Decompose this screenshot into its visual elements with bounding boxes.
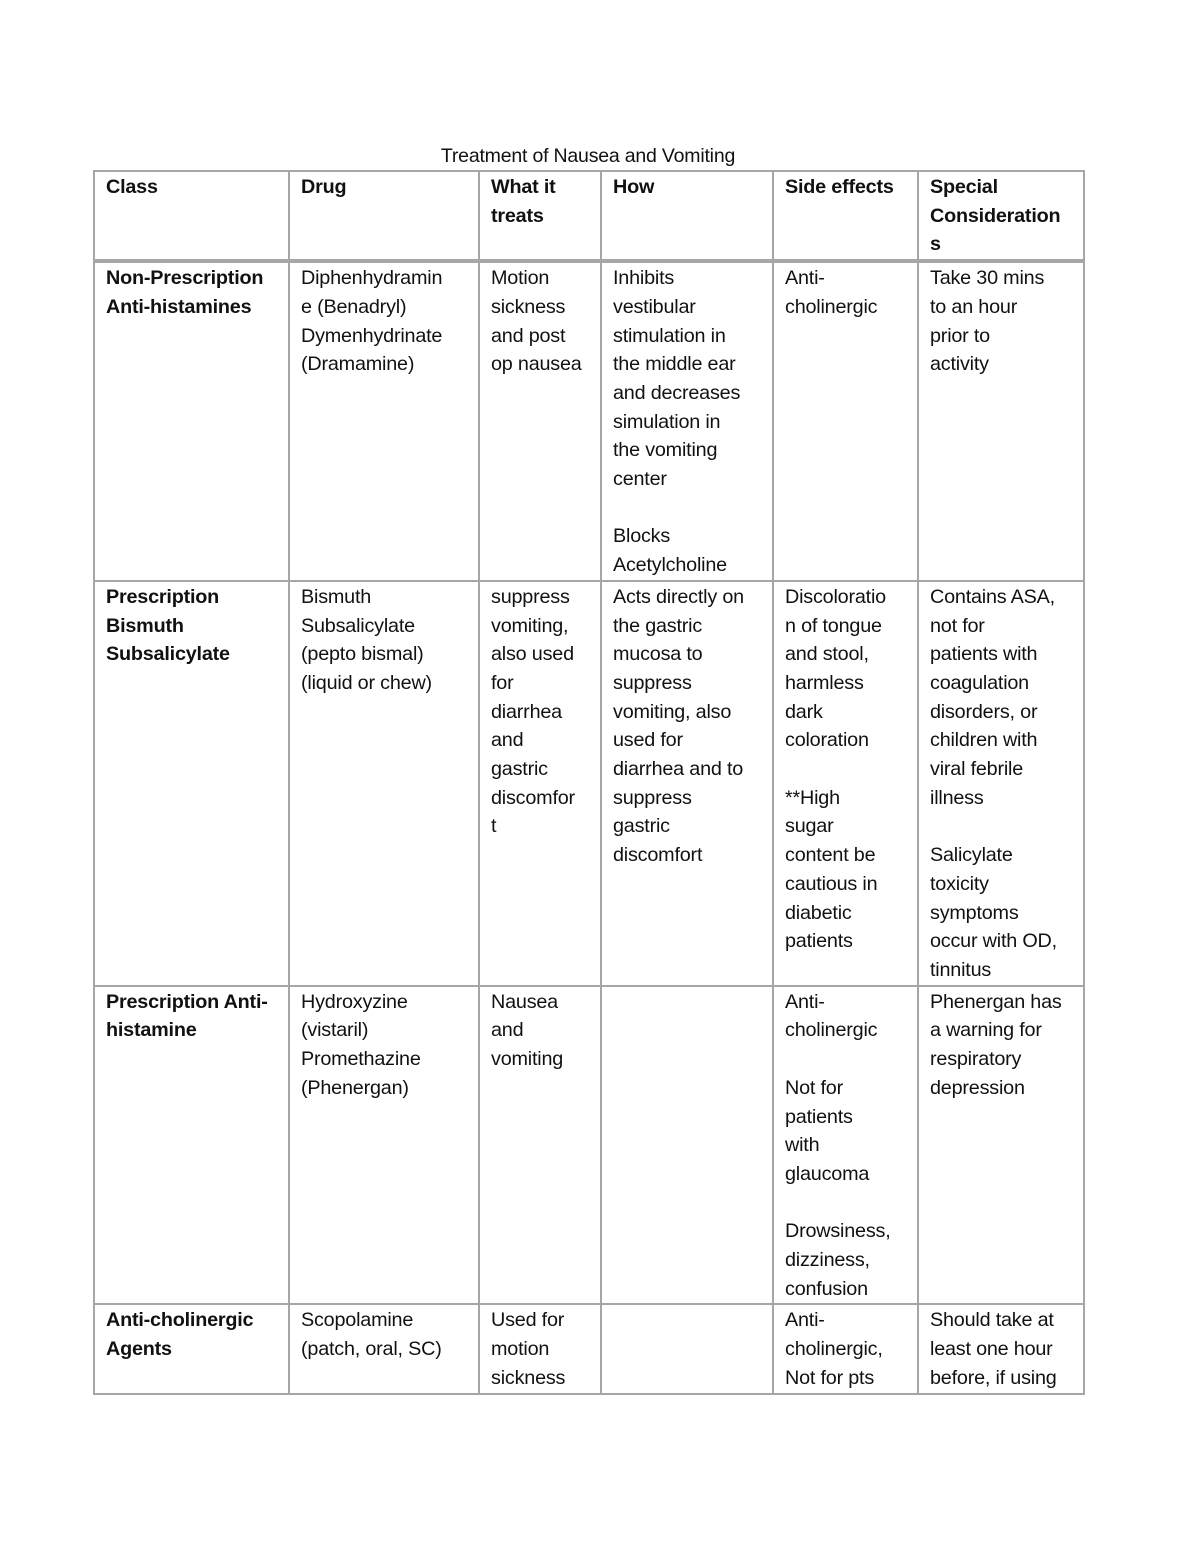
table-row [94, 986, 1084, 1305]
cell-side-effects: Anti- cholinergic [773, 261, 918, 581]
cell-special-considerations: Contains ASA, not for patients with coagulation disorders, or children with viral febrile illness Salicylate toxicity symptoms occur with OD, tinnitus [918, 581, 1084, 986]
cell-special-considerations: Should take at least one hour before, if using [918, 1304, 1084, 1393]
cell-special-considerations: Take 30 mins to an hour prior to activity [918, 261, 1084, 581]
cell-drug: Bismuth Subsalicylate (pepto bismal) (liquid or chew) [289, 581, 479, 986]
table-row [94, 261, 1084, 581]
header-class: Class [94, 171, 289, 261]
cell-class: Prescription Anti- histamine [94, 986, 289, 1305]
cell-what-it-treats: Motion sickness and post op nausea [479, 261, 601, 581]
cell-side-effects: Anti- cholinergic Not for patients with glaucoma Drowsiness, dizziness, confusion [773, 986, 918, 1305]
header-how: How [601, 171, 773, 261]
cell-what-it-treats: Nausea and vomiting [479, 986, 601, 1305]
header-drug: Drug [289, 171, 479, 261]
cell-how: Inhibits vestibular stimulation in the middle ear and decreases simulation in the vomiting center Blocks Acetylcholine [601, 261, 773, 581]
cell-how: Acts directly on the gastric mucosa to suppress vomiting, also used for diarrhea and to suppress gastric discomfort [601, 581, 773, 986]
table-row [94, 1304, 1084, 1393]
cell-side-effects: Discoloratio n of tongue and stool, harmless dark coloration **High sugar content be cautious in diabetic patients [773, 581, 918, 986]
table-row [94, 581, 1084, 986]
cell-drug: Scopolamine (patch, oral, SC) [289, 1304, 479, 1393]
cell-special-considerations: Phenergan has a warning for respiratory depression [918, 986, 1084, 1305]
document-title: Treatment of Nausea and Vomiting [440, 145, 736, 167]
cell-how [601, 1304, 773, 1393]
cell-class: Prescription Bismuth Subsalicylate [94, 581, 289, 986]
header-side-effects: Side effects [773, 171, 918, 261]
nausea-treatment-table [93, 170, 1085, 1395]
cell-how [601, 986, 773, 1305]
cell-what-it-treats: suppress vomiting, also used for diarrhea and gastric discomfor t [479, 581, 601, 986]
table-header-row [94, 171, 1084, 261]
cell-class: Anti-cholinergic Agents [94, 1304, 289, 1393]
header-what-it-treats: What it treats [479, 171, 601, 261]
header-special-considerations: Special Consideration s [918, 171, 1084, 261]
cell-drug: Hydroxyzine (vistaril) Promethazine (Phenergan) [289, 986, 479, 1305]
cell-drug: Diphenhydramin e (Benadryl) Dymenhydrinate (Dramamine) [289, 261, 479, 581]
cell-side-effects: Anti- cholinergic, Not for pts [773, 1304, 918, 1393]
cell-class: Non-Prescription Anti-histamines [94, 261, 289, 581]
cell-what-it-treats: Used for motion sickness [479, 1304, 601, 1393]
